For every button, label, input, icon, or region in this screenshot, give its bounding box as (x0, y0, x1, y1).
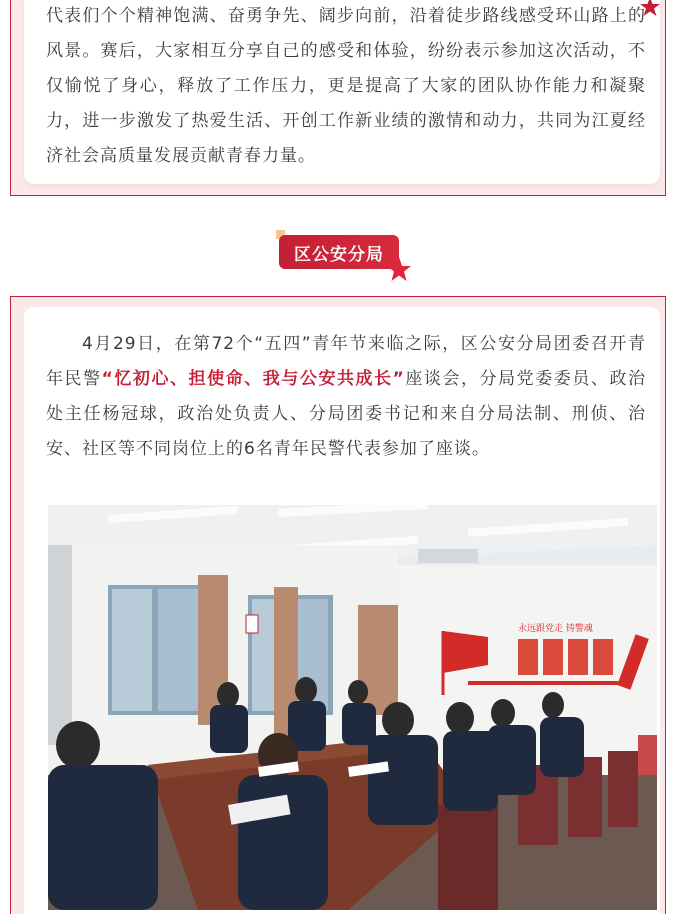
meeting-photo-illustration (48, 505, 657, 910)
article-highlight: “忆初心、担使命、我与公安共成长” (101, 369, 405, 389)
star-icon (639, 0, 661, 18)
star-icon (386, 256, 412, 282)
previous-article-paper (24, 0, 660, 184)
article-paper (24, 307, 660, 915)
previous-article-card (10, 0, 666, 196)
wall-board-text: 永远跟党走 铸警魂 (518, 624, 593, 634)
section-title: 区公安分局 (294, 244, 384, 265)
article-paragraph (24, 307, 660, 467)
article-card (10, 296, 666, 914)
previous-article-paragraph: 代表们个个精神饱满、奋勇争先、阔步向前，沿着徒步路线感受环山路上的风景。赛后，大家相互分享自己的感受和体验，纷纷表示参加这次活动，不仅愉悦了身心，释放了工作压力，更是提高了大家的团队协作能力和凝聚力，进一步激发了热爱生活、开创工作新业绩的激情和动力，共同为江夏经济社会高质量发展贡献青春力量。 (46, 6, 646, 166)
section-header (0, 220, 680, 290)
article-text-after: 座谈会，分局党委委员、政治处主任杨冠球，政治处负责人、分局团委书记和来自分局法制、刑侦、治安、社区等不同岗位上的6名青年民警代表参加了座谈。 (46, 369, 646, 459)
article-text-before: 4月29日，在第72个“五四”青年节来临之际，区公安分局团委召开青年民警 (46, 334, 646, 389)
section-title-badge (279, 235, 399, 269)
meeting-photo (48, 505, 657, 910)
